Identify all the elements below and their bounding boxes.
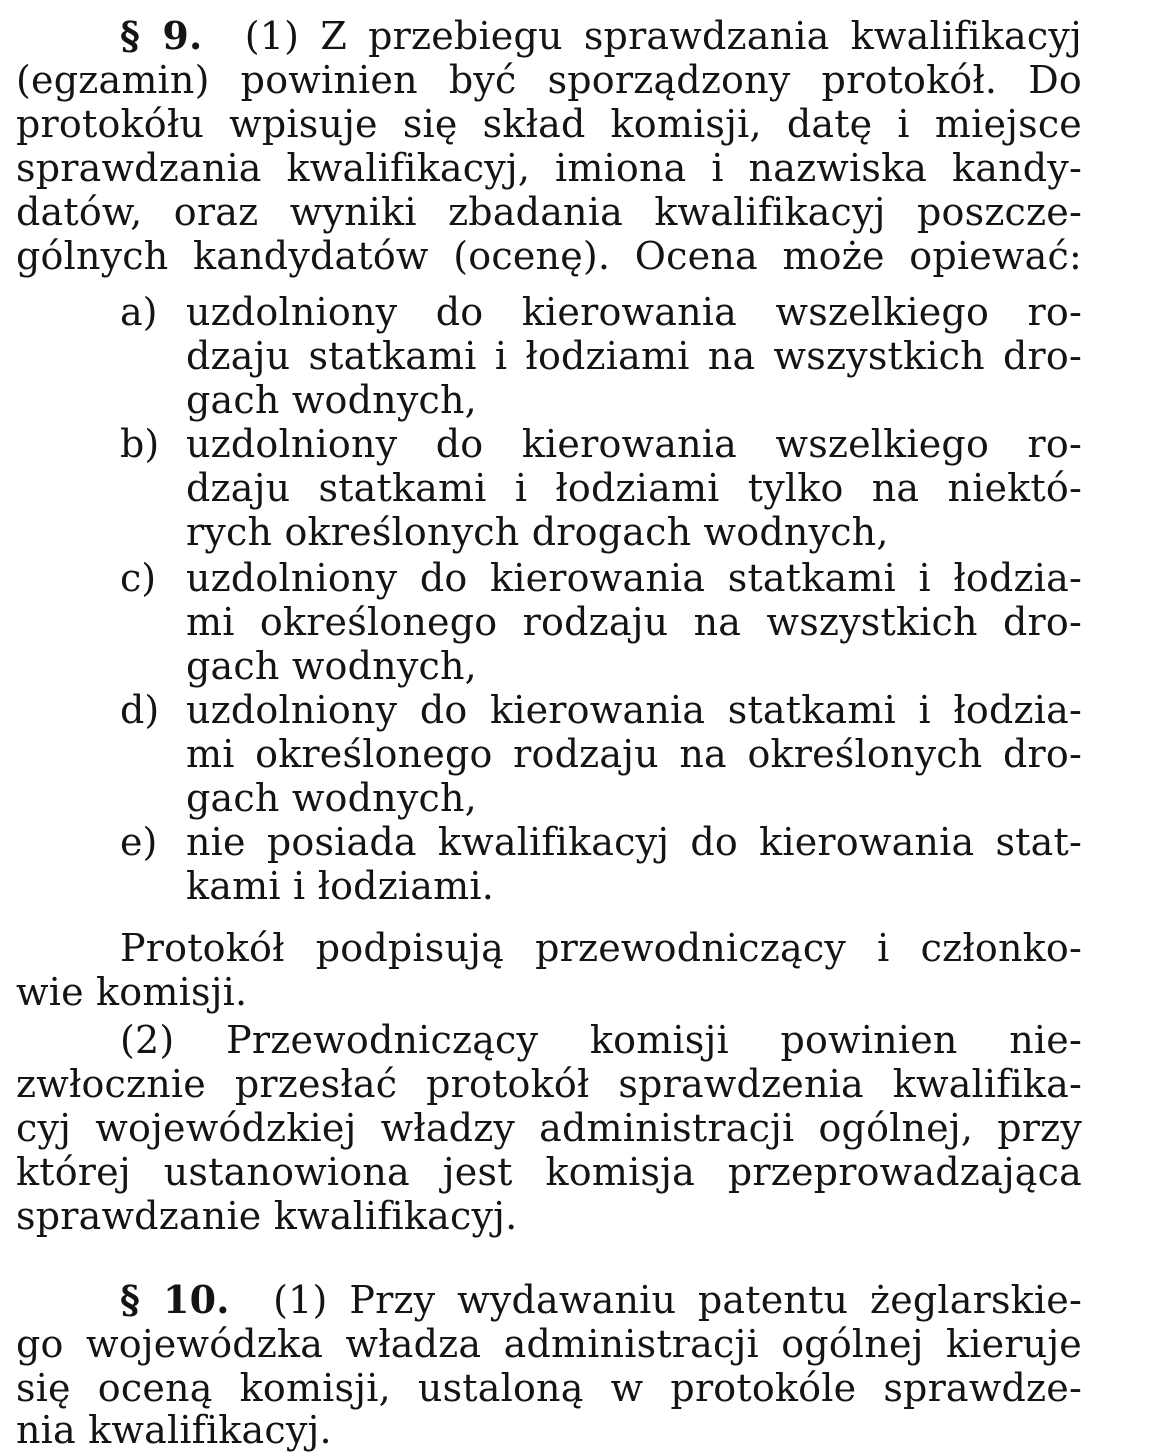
s10-p1-line: (1) Przy wydawaniu patentu żeglarskie- — [273, 1278, 1082, 1322]
s9-line-1 — [120, 14, 1082, 58]
s10-heading: § 10. — [120, 1277, 230, 1322]
item-a-line: uzdolniony do kierowania wszelkiego ro- — [186, 290, 1082, 334]
s9-p1-line: sprawdzania kwalifikacyj, imiona i nazwiska kandy- — [16, 146, 1082, 190]
s9-p1-line: gólnych kandydatów (ocenę). Ocena może opiewać: — [16, 234, 1082, 278]
item-d-line: uzdolniony do kierowania statkami i łodzia- — [186, 688, 1082, 732]
item-a-marker: a) — [120, 290, 158, 334]
s10-p1-line: się oceną komisji, ustaloną w protokóle sprawdze- — [16, 1366, 1082, 1410]
s9-p2-line: (2) Przewodniczący komisji powinien nie- — [120, 1018, 1082, 1062]
item-d-marker: d) — [120, 688, 160, 732]
s9-p2-line: sprawdzanie kwalifikacyj. — [16, 1194, 518, 1238]
s10-p1-line: nia kwalifikacyj. — [16, 1408, 332, 1452]
item-e-line: kami i łodziami. — [186, 864, 494, 908]
s9-p2-line: której ustanowiona jest komisja przeprowadzająca — [16, 1150, 1082, 1194]
s9-p1-line: (egzamin) powinien być sporządzony protokół. Do — [16, 58, 1082, 102]
s9-p2-line: zwłocznie przesłać protokół sprawdzenia kwalifika- — [16, 1062, 1082, 1106]
item-a-line: gach wodnych, — [186, 378, 477, 422]
s10-line-1 — [120, 1278, 1082, 1322]
item-a-line: dzaju statkami i łodziami na wszystkich dro- — [186, 334, 1082, 378]
signing-line: Protokół podpisują przewodniczący i członko- — [120, 926, 1082, 970]
item-b-line: uzdolniony do kierowania wszelkiego ro- — [186, 422, 1082, 466]
item-d-line: gach wodnych, — [186, 776, 477, 820]
signing-line: wie komisji. — [16, 970, 248, 1014]
s9-p1-line: protokółu wpisuje się skład komisji, datę i miejsce — [16, 102, 1082, 146]
s10-p1-line: go wojewódzka władza administracji ogólnej kieruje — [16, 1322, 1082, 1366]
item-c-line: gach wodnych, — [186, 644, 477, 688]
item-c-line: mi określonego rodzaju na wszystkich dro- — [186, 600, 1082, 644]
item-c-marker: c) — [120, 556, 157, 600]
s9-p2-line: cyj wojewódzkiej władzy administracji ogólnej, przy — [16, 1106, 1082, 1150]
item-b-marker: b) — [120, 422, 160, 466]
item-e-marker: e) — [120, 820, 158, 864]
s9-p1-line: datów, oraz wyniki zbadania kwalifikacyj poszcze- — [16, 190, 1082, 234]
item-c-line: uzdolniony do kierowania statkami i łodzia- — [186, 556, 1082, 600]
item-e-line: nie posiada kwalifikacyj do kierowania stat- — [186, 820, 1082, 864]
item-b-line: rych określonych drogach wodnych, — [186, 510, 889, 554]
s9-heading: § 9. — [120, 13, 203, 58]
item-b-line: dzaju statkami i łodziami tylko na niektó- — [186, 466, 1082, 510]
s9-p1-line: (1) Z przebiegu sprawdzania kwalifikacyj — [244, 14, 1083, 58]
item-d-line: mi określonego rodzaju na określonych dro- — [186, 732, 1082, 776]
